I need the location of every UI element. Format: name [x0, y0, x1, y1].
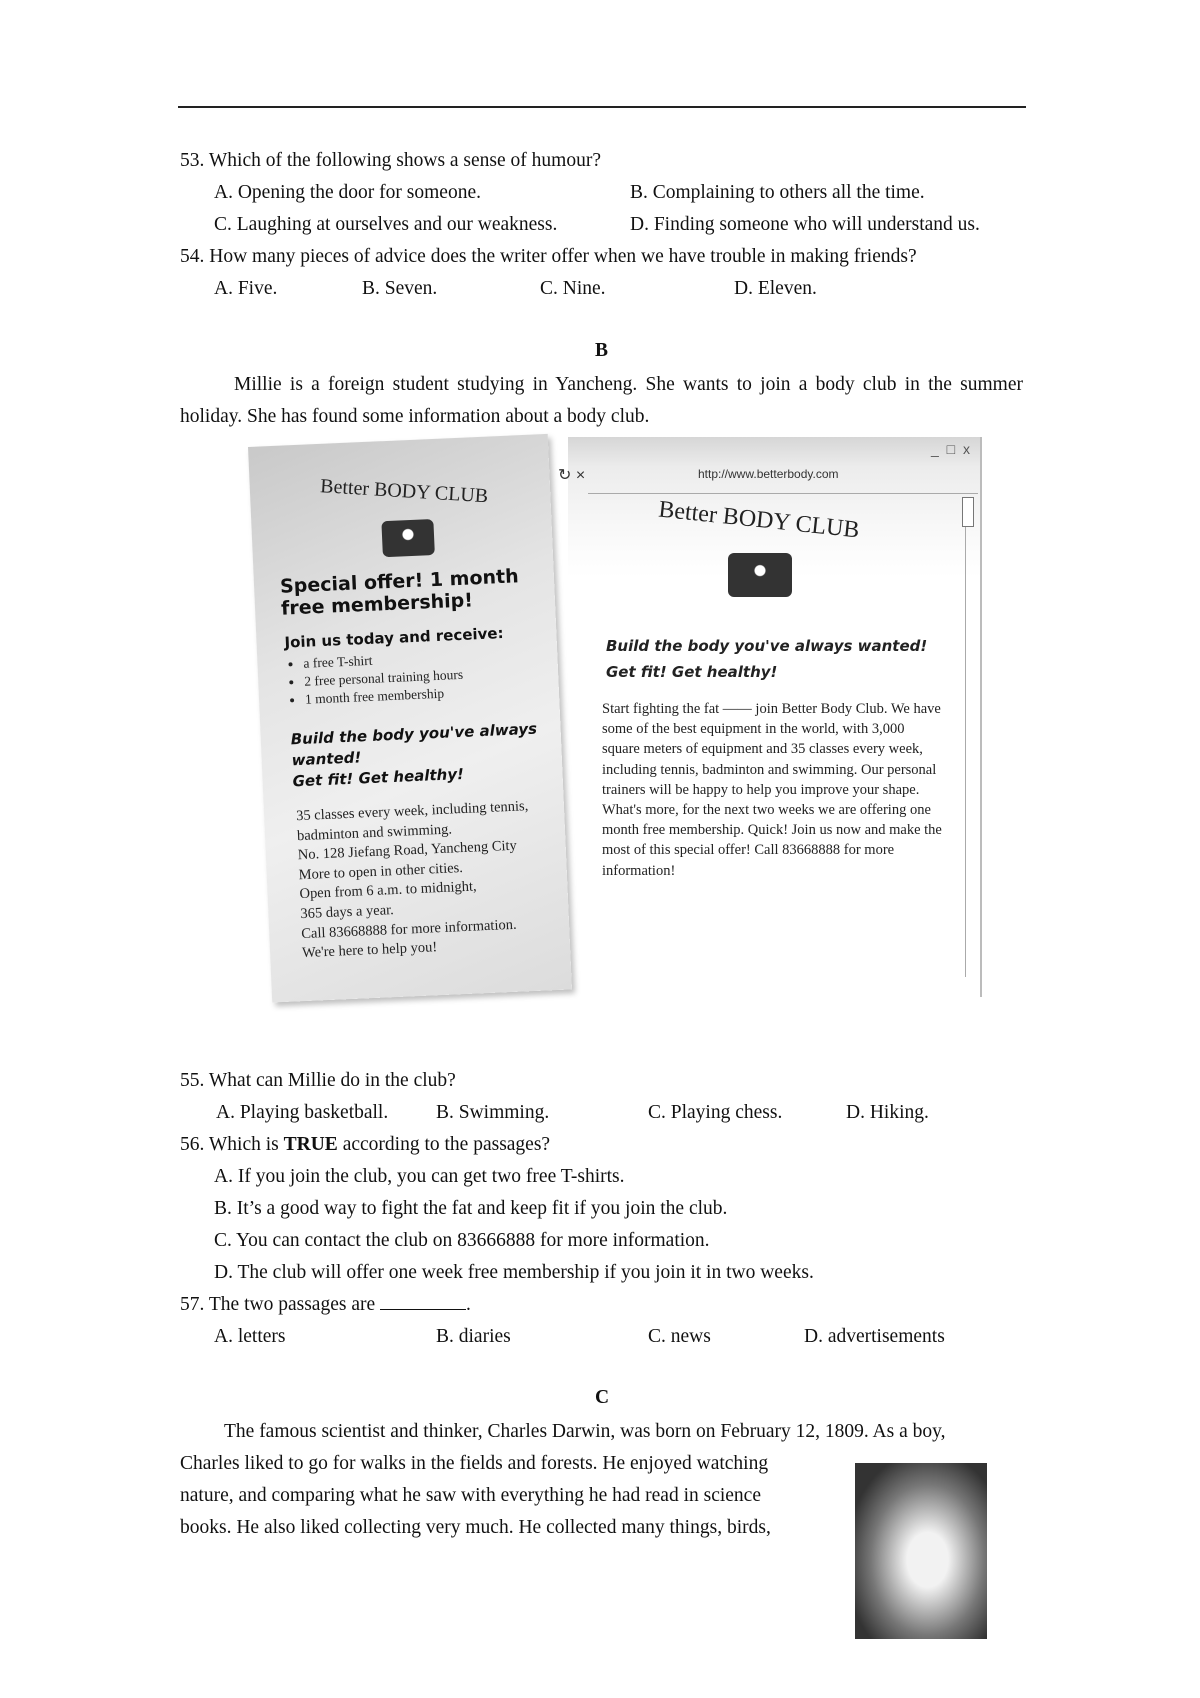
leaflet-club-logo [320, 475, 489, 508]
browser-nav-icons: ↻ × [558, 467, 586, 484]
q55-option-a: A. Playing basketball. [216, 1102, 389, 1123]
q54-stem: 54. How many pieces of advice does the writer offer when we have trouble in making friends? [180, 246, 917, 267]
browser-toolbar-divider [588, 493, 978, 494]
q56-stem-pre: 56. Which is [180, 1134, 284, 1155]
q53-option-a: A. Opening the door for someone. [214, 182, 481, 203]
leaflet-headline [290, 718, 562, 793]
q57-stem-pre: 57. The two passages are [180, 1294, 376, 1315]
leaflet-line: Open from 6 a.m. to midnight, [299, 878, 477, 903]
leaflet-line: Call 83668888 for more information. [300, 916, 517, 942]
q53-option-c: C. Laughing at ourselves and our weakness. [214, 214, 558, 235]
leaflet [248, 434, 572, 1003]
window-controls: _ □ x [930, 441, 972, 457]
leaflet-details [296, 795, 573, 963]
leaflet-logo-better: Better [319, 475, 370, 501]
browser-headline-1: Build the body you've always wanted! [606, 637, 928, 655]
q54-option-b: B. Seven. [362, 278, 438, 299]
q53-stem: 53. Which of the following shows a sense of humour? [180, 150, 601, 171]
leaflet-dumbbell-icon [381, 519, 435, 557]
q54-option-a: A. Five. [214, 278, 278, 299]
section-b-intro: Millie is a foreign student studying in Yancheng. She wants to join a body club in the summer holiday. She has found some information about a body club. [180, 374, 1023, 427]
leaflet-join-heading: Join us today and receive: [284, 624, 504, 652]
list-item: • 1 month free membership [305, 684, 465, 709]
answer-blank [380, 1295, 466, 1310]
browser-window [558, 437, 982, 997]
url-bar: http://www.betterbody.com [698, 467, 839, 481]
leaflet-line: badminton and swimming. [296, 821, 453, 844]
advertisement-image [248, 437, 980, 1027]
browser-logo-better: Better [657, 496, 719, 529]
list-item: • 2 free personal training hours [304, 666, 464, 691]
leaflet-line: 35 classes every week, including tennis, [295, 798, 529, 825]
q57-stem-post: . [466, 1294, 471, 1315]
q56-option-b: B. It’s a good way to fight the fat and keep fit if you join the club. [214, 1198, 728, 1219]
darwin-portrait-image [855, 1463, 987, 1639]
browser-scroll-thumb [962, 497, 974, 527]
header-rule [178, 106, 1026, 108]
section-c-line-2: Charles liked to go for walks in the fields and forests. He enjoyed watching [180, 1453, 769, 1474]
leaflet-special-offer: Special offer! 1 month free membership! [279, 565, 520, 620]
browser-scrollbar-track [965, 497, 966, 977]
q56-option-d: D. The club will offer one week free membership if you join it in two weeks. [214, 1262, 814, 1283]
leaflet-getfit-line: Get fit! Get healthy! [292, 764, 465, 791]
leaflet-line: More to open in other cities. [298, 859, 464, 883]
browser-headline-2: Get fit! Get healthy! [606, 663, 778, 681]
q57-option-b: B. diaries [436, 1326, 511, 1347]
list-item: • a free T-shirt [303, 648, 463, 673]
section-b-heading: B [595, 340, 609, 361]
leaflet-line: We're here to help you! [301, 939, 438, 962]
dumbbell-logo-icon [728, 553, 792, 597]
q56-option-c: C. You can contact the club on 83666888 for more information. [214, 1230, 710, 1251]
section-c-line-4: books. He also liked collecting very much. He collected many things, birds, [180, 1517, 771, 1538]
leaflet-line: No. 128 Jiefang Road, Yancheng City [297, 837, 518, 864]
q53-option-d: D. Finding someone who will understand us. [630, 214, 980, 235]
section-c-line-1: The famous scientist and thinker, Charles Darwin, was born on February 12, 1809. As a boy, [224, 1421, 946, 1442]
browser-body-text: Start fighting the fat —— join Better Body Club. We have some of the best equipment in the world, with 3,000 square meters of equipment and 35 classes every week, including tennis, badminton and swimming. Our personal trainers will be happy to help you improve your shape. What's more, for the next two weeks we are offering one month free membership. Quick! Join us now and make the most of this special offer! Call 83668888 for more information! [602, 701, 942, 879]
q57-option-d: D. advertisements [804, 1326, 945, 1347]
q55-stem: 55. What can Millie do in the club? [180, 1070, 456, 1091]
leaflet-logo-body-club: BODY CLUB [373, 478, 489, 508]
q55-option-b: B. Swimming. [436, 1102, 550, 1123]
q57-stem [180, 1293, 471, 1317]
browser-club-logo [657, 497, 860, 545]
q57-option-c: C. news [648, 1326, 711, 1347]
leaflet-benefits-list [287, 648, 464, 710]
section-c-line-3: nature, and comparing what he saw with everything he had read in science [180, 1485, 761, 1506]
q53-option-b: B. Complaining to others all the time. [630, 182, 925, 203]
leaflet-build-line: Build the body you've always wanted! [290, 719, 538, 770]
q56-stem-bold: TRUE [283, 1134, 338, 1155]
browser-logo-body-club: BODY CLUB [721, 503, 861, 544]
leaflet-line: 365 days a year. [300, 902, 395, 923]
q55-option-d: D. Hiking. [846, 1102, 929, 1123]
q56-stem-post: according to the passages? [337, 1134, 551, 1155]
q56-stem [180, 1133, 550, 1157]
q56-option-a: A. If you join the club, you can get two free T-shirts. [214, 1166, 625, 1187]
q54-option-c: C. Nine. [540, 278, 606, 299]
q54-option-d: D. Eleven. [734, 278, 817, 299]
q55-option-c: C. Playing chess. [648, 1102, 783, 1123]
section-c-heading: C [595, 1387, 610, 1408]
q57-option-a: A. letters [214, 1326, 286, 1347]
